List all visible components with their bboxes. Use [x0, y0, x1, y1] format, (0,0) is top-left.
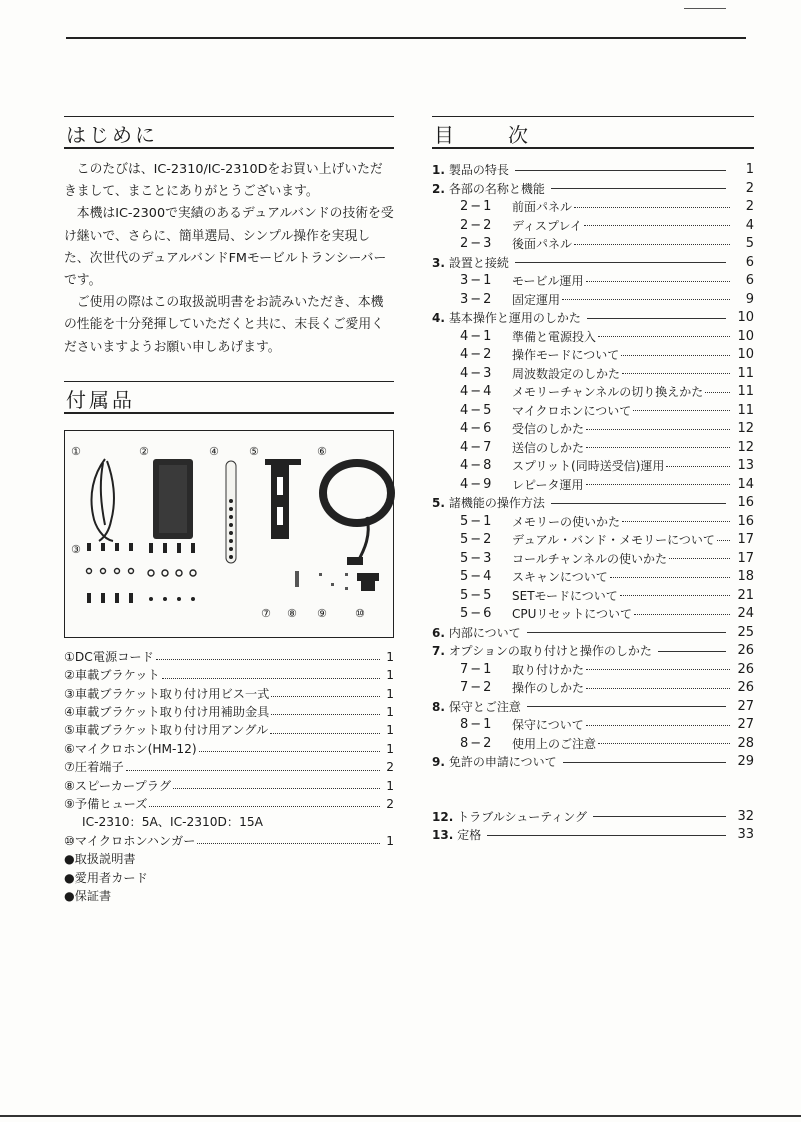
toc-entry-label: 保守について: [512, 718, 584, 732]
toc-page-number: 28: [737, 735, 754, 751]
toc-entry-label: メモリーチャンネルの切り換えかた: [512, 385, 704, 399]
toc-leader: [586, 484, 730, 485]
toc-section-number: 6.: [432, 625, 445, 640]
toc-leader: [551, 188, 726, 189]
toc-entry[interactable]: [432, 254, 754, 273]
toc-entry-label: 各部の名称と機能: [448, 181, 545, 196]
toc-leader: [527, 632, 726, 633]
toc-title: 目次: [434, 123, 582, 147]
toc-section-number: 5.: [432, 496, 445, 510]
toc-leader: [586, 281, 730, 282]
toc-entry-label: 諸機能の操作方法: [448, 496, 545, 510]
toc-entry-label: 後面パネル: [512, 237, 573, 251]
toc-entry[interactable]: [432, 679, 754, 698]
toc-entry-label: 準備と電源投入: [512, 329, 597, 344]
toc-entry-label: 内部について: [448, 625, 521, 640]
accessory-qty: 1: [386, 705, 394, 719]
toc-leader: [574, 207, 730, 208]
toc-entry[interactable]: [432, 808, 754, 827]
toc-leader: [633, 410, 730, 411]
toc-subsection-number: 4−1: [460, 328, 494, 344]
accessory-label: ①DC電源コード: [64, 649, 154, 664]
accessory-qty: 1: [386, 723, 394, 738]
small-parts-illustration: [291, 567, 391, 603]
toc-leader: [562, 299, 730, 300]
toc-subsection-number: 4−5: [460, 402, 494, 418]
list-item: [64, 666, 394, 684]
toc-entry-label: 定格: [457, 828, 482, 842]
toc-subsection-number: 5−4: [460, 569, 494, 584]
toc-entry-label: 基本操作と運用のしかた: [448, 311, 581, 325]
table-of-contents: [432, 161, 754, 845]
figure-number: ④: [209, 444, 219, 458]
toc-entry[interactable]: [432, 735, 754, 754]
toc-entry-label: 前面パネル: [512, 200, 573, 214]
accessories-title: 付属品: [66, 387, 135, 412]
toc-page-number: 6: [745, 254, 754, 270]
toc-heading: [432, 116, 754, 149]
toc-page-number: 33: [737, 827, 754, 842]
toc-page-number: 10: [737, 347, 754, 362]
toc-leader: [584, 225, 730, 226]
toc-leader: [587, 318, 726, 319]
toc-gap: [432, 772, 754, 808]
toc-page-number: 27: [737, 698, 754, 714]
toc-section-number: 1.: [432, 163, 445, 177]
toc-subsection-number: 5−5: [460, 587, 494, 603]
toc-leader: [515, 262, 726, 263]
toc-section-number: 12.: [432, 809, 454, 824]
toc-entry[interactable]: [432, 568, 754, 587]
figure-number: ③: [71, 542, 81, 556]
toc-subsection-number: 4−7: [460, 439, 494, 455]
bullet-item: ●取扱説明書: [64, 852, 136, 867]
toc-entry-label: オプションの取り付けと操作のしかた: [448, 644, 652, 658]
list-item: [64, 648, 394, 666]
intro-heading: [64, 116, 394, 149]
auxiliary-bracket-illustration: [223, 459, 239, 565]
toc-entry-label: 使用上のご注意: [512, 736, 597, 751]
toc-entry-label: デュアル・バンド・メモリーについて: [512, 533, 715, 547]
toc-page-number: 11: [737, 384, 754, 399]
toc-page-number: 10: [737, 310, 754, 325]
toc-entry[interactable]: [432, 698, 754, 717]
toc-entry[interactable]: [432, 457, 754, 476]
figure-number: ⑤: [249, 444, 259, 458]
toc-entry-label: 保守とご注意: [448, 699, 521, 714]
toc-entry-label: 周波数設定のしかた: [512, 366, 621, 381]
toc-leader: [586, 447, 730, 448]
toc-subsection-number: 7−1: [460, 661, 494, 677]
toc-entry[interactable]: [432, 624, 754, 643]
accessory-label: ⑩マイクロホンハンガー: [64, 833, 196, 848]
toc-page-number: 21: [737, 587, 754, 603]
toc-entry[interactable]: [432, 753, 754, 772]
toc-entry[interactable]: [432, 346, 754, 365]
toc-entry[interactable]: [432, 826, 754, 845]
toc-page-number: 29: [737, 754, 754, 769]
toc-page-number: 1: [745, 162, 754, 177]
toc-page-number: 12: [737, 421, 754, 436]
accessory-qty: 2: [386, 796, 394, 811]
toc-subsection-number: 7−2: [460, 680, 494, 695]
toc-leader: [593, 816, 726, 817]
accessory-label: ⑥マイクロホン(HM-12): [64, 741, 197, 756]
toc-page-number: 11: [737, 365, 754, 381]
toc-entry-label: メモリーの使いかた: [512, 514, 621, 529]
figure-number: ⑧: [287, 606, 297, 620]
toc-page-number: 2: [745, 180, 754, 196]
toc-page-number: 32: [737, 808, 754, 824]
list-item: [64, 758, 394, 776]
toc-page-number: 26: [737, 643, 754, 658]
toc-entry-label: 送信のしかた: [512, 440, 585, 455]
corner-mark: [684, 8, 726, 9]
figure-number: ⑥: [317, 444, 327, 458]
bracket-angle-illustration: [261, 457, 305, 541]
figure-number: ②: [139, 444, 149, 458]
toc-entry-label: 製品の特長: [448, 163, 509, 177]
toc-entry[interactable]: [432, 587, 754, 606]
toc-entry-label: 操作のしかた: [512, 681, 585, 695]
toc-entry-label: ディスプレイ: [512, 218, 582, 233]
accessory-label: ⑤車載ブラケット取り付け用アングル: [64, 723, 269, 738]
intro-paragraph: このたびは、IC-2310/IC-2310Dをお買い上げいただきまして、まことにありがとうございます。: [64, 162, 383, 200]
toc-subsection-number: 4−2: [460, 347, 494, 362]
toc-entry[interactable]: [432, 235, 754, 254]
left-column: [64, 116, 394, 905]
accessory-label: ⑧スピーカープラグ: [64, 778, 172, 793]
accessories-figure: [64, 430, 394, 638]
toc-section-number: 13.: [432, 828, 454, 842]
toc-page-number: 16: [737, 513, 754, 529]
toc-leader: [586, 688, 730, 689]
toc-entry-label: マイクロホンについて: [512, 403, 632, 418]
toc-page-number: 4: [745, 217, 754, 233]
toc-entry[interactable]: [432, 531, 754, 550]
toc-leader: [717, 540, 730, 541]
toc-page-number: 17: [737, 550, 754, 566]
toc-entry[interactable]: [432, 494, 754, 513]
toc-page-number: 12: [737, 439, 754, 455]
toc-entry[interactable]: [432, 513, 754, 532]
toc-subsection-number: 5−2: [460, 532, 494, 547]
toc-entry-label: 免許の申請について: [448, 755, 557, 769]
figure-number: ⑩: [355, 606, 365, 620]
accessory-qty: 1: [386, 778, 394, 793]
toc-entry-label: コールチャンネルの使いかた: [512, 551, 668, 566]
figure-number: ⑨: [317, 606, 327, 620]
toc-page-number: 26: [737, 680, 754, 695]
toc-subsection-number: 4−3: [460, 365, 494, 381]
toc-leader: [620, 595, 730, 596]
toc-subsection-number: 3−2: [460, 291, 494, 307]
toc-subsection-number: 8−1: [460, 717, 494, 732]
footer-rule: [0, 1115, 801, 1117]
toc-page-number: 13: [737, 458, 754, 473]
accessory-label: ③車載ブラケット取り付け用ビス一式: [64, 686, 270, 701]
toc-page-number: 17: [737, 532, 754, 547]
toc-entry-label: SETモードについて: [512, 588, 618, 603]
toc-entry-label: 固定運用: [512, 292, 561, 307]
list-item: [64, 721, 394, 739]
vehicle-bracket-illustration: [149, 457, 197, 541]
accessory-qty: 1: [386, 741, 394, 756]
toc-leader: [622, 373, 730, 374]
toc-page-number: 2: [745, 199, 754, 214]
toc-entry-label: 受信のしかた: [512, 422, 585, 436]
toc-entry-label: 取り付けかた: [512, 662, 585, 677]
toc-entry[interactable]: [432, 217, 754, 236]
toc-entry[interactable]: [432, 550, 754, 569]
toc-entry[interactable]: [432, 161, 754, 180]
toc-page-number: 11: [737, 402, 754, 418]
list-item: [64, 740, 394, 758]
list-item: [64, 795, 394, 813]
toc-entry[interactable]: [432, 365, 754, 384]
toc-entry[interactable]: [432, 272, 754, 291]
toc-entry-label: スプリット(同時送受信)運用: [512, 459, 665, 473]
toc-entry-label: CPUリセットについて: [512, 607, 633, 621]
toc-leader: [621, 355, 730, 356]
toc-leader: [515, 170, 726, 171]
toc-entry[interactable]: [432, 439, 754, 458]
header-rule: [66, 37, 746, 39]
toc-section-number: 3.: [432, 255, 445, 270]
toc-entry-label: 操作モードについて: [512, 348, 620, 362]
mounting-screws-illustration: [83, 541, 203, 611]
toc-leader: [669, 558, 730, 559]
list-item: [64, 832, 394, 850]
toc-subsection-number: 2−1: [460, 199, 494, 214]
toc-leader: [658, 651, 726, 652]
intro-paragraph: ご使用の際はこの取扱説明書をお読みいただき、本機の性能を十分発揮していただくと共に、末長くご愛用くださいますようお願い申しあげます。: [64, 295, 384, 355]
toc-subsection-number: 3−1: [460, 273, 494, 288]
toc-leader: [598, 336, 730, 337]
toc-entry[interactable]: [432, 402, 754, 421]
accessories-heading: [64, 381, 394, 414]
toc-subsection-number: 5−1: [460, 513, 494, 529]
toc-page-number: 18: [737, 569, 754, 584]
toc-section-number: 9.: [432, 755, 445, 769]
accessory-qty: 1: [386, 649, 394, 664]
toc-leader: [563, 762, 726, 763]
list-item: [64, 685, 394, 703]
accessory-label: ⑦圧着端子: [64, 760, 124, 775]
toc-entry[interactable]: [432, 605, 754, 624]
fuse-note: IC-2310：5A、IC-2310D：15A: [82, 815, 263, 830]
toc-entry[interactable]: [432, 716, 754, 735]
right-column: [432, 116, 754, 845]
toc-leader: [634, 614, 730, 615]
toc-page-number: 16: [737, 495, 754, 510]
toc-page-number: 6: [745, 273, 754, 288]
list-item: [64, 777, 394, 795]
dc-power-cord-illustration: [83, 455, 127, 543]
toc-entry-label: トラブルシューティング: [457, 809, 588, 824]
toc-entry[interactable]: [432, 180, 754, 199]
toc-entry-label: レピータ運用: [512, 477, 584, 492]
toc-entry[interactable]: [432, 328, 754, 347]
bullet-item: ●愛用者カード: [64, 870, 148, 885]
toc-subsection-number: 4−4: [460, 384, 494, 399]
toc-leader: [666, 466, 730, 467]
toc-subsection-number: 5−3: [460, 550, 494, 566]
intro-text: [64, 159, 394, 359]
figure-number: ①: [71, 444, 81, 458]
toc-entry[interactable]: [432, 309, 754, 328]
toc-leader: [527, 706, 726, 707]
toc-entry[interactable]: [432, 383, 754, 402]
toc-entry-label: モービル運用: [512, 274, 584, 288]
list-item: [64, 703, 394, 721]
accessory-label: ②車載ブラケット: [64, 668, 160, 683]
toc-leader: [586, 669, 730, 670]
toc-leader: [622, 521, 730, 522]
toc-subsection-number: 4−9: [460, 476, 494, 492]
toc-section-number: 2.: [432, 181, 445, 196]
toc-section-number: 7.: [432, 644, 445, 658]
toc-leader: [610, 577, 730, 578]
accessory-qty: 1: [386, 668, 394, 683]
toc-page-number: 25: [737, 624, 754, 640]
toc-leader: [586, 725, 730, 726]
microphone-illustration: [317, 459, 395, 569]
toc-page-number: 27: [737, 717, 754, 732]
toc-subsection-number: 8−2: [460, 735, 494, 751]
toc-subsection-number: 5−6: [460, 606, 494, 621]
toc-page-number: 9: [745, 291, 754, 307]
toc-page-number: 24: [737, 606, 754, 621]
toc-leader: [487, 835, 726, 836]
toc-subsection-number: 2−3: [460, 236, 494, 251]
bullet-item: ●保証書: [64, 888, 112, 903]
accessory-qty: 1: [386, 686, 394, 701]
toc-page-number: 5: [745, 236, 754, 251]
toc-entry-label: スキャンについて: [512, 570, 608, 584]
toc-subsection-number: 4−8: [460, 458, 494, 473]
toc-subsection-number: 4−6: [460, 421, 494, 436]
toc-entry[interactable]: [432, 291, 754, 310]
toc-leader: [586, 429, 730, 430]
toc-entry[interactable]: [432, 420, 754, 439]
toc-entry[interactable]: [432, 198, 754, 217]
toc-leader: [598, 743, 730, 744]
toc-subsection-number: 2−2: [460, 217, 494, 233]
intro-paragraph: 本機はIC-2300で実績のあるデュアルバンドの技術を受け継いで、さらに、簡単選局、シンプル操作を実現した、次世代のデュアルバンドFMモービルトランシーバーです。: [64, 206, 394, 289]
accessory-label: ⑨予備ヒューズ: [64, 796, 148, 811]
toc-entry[interactable]: [432, 476, 754, 495]
accessory-qty: 1: [386, 833, 394, 848]
accessory-label: ④車載ブラケット取り付け用補助金具: [64, 705, 270, 719]
toc-leader: [574, 244, 730, 245]
accessory-list: [64, 648, 394, 905]
toc-entry[interactable]: [432, 661, 754, 680]
toc-page-number: 14: [737, 476, 754, 492]
toc-page-number: 26: [737, 661, 754, 677]
accessory-qty: 2: [386, 760, 394, 775]
toc-section-number: 8.: [432, 699, 445, 714]
toc-leader: [705, 392, 730, 393]
figure-number: ⑦: [261, 606, 271, 620]
toc-section-number: 4.: [432, 311, 445, 325]
toc-entry-label: 設置と接続: [448, 255, 509, 270]
intro-title: はじめに: [66, 123, 158, 147]
toc-leader: [551, 503, 726, 504]
toc-entry[interactable]: [432, 642, 754, 661]
toc-page-number: 10: [737, 328, 754, 344]
